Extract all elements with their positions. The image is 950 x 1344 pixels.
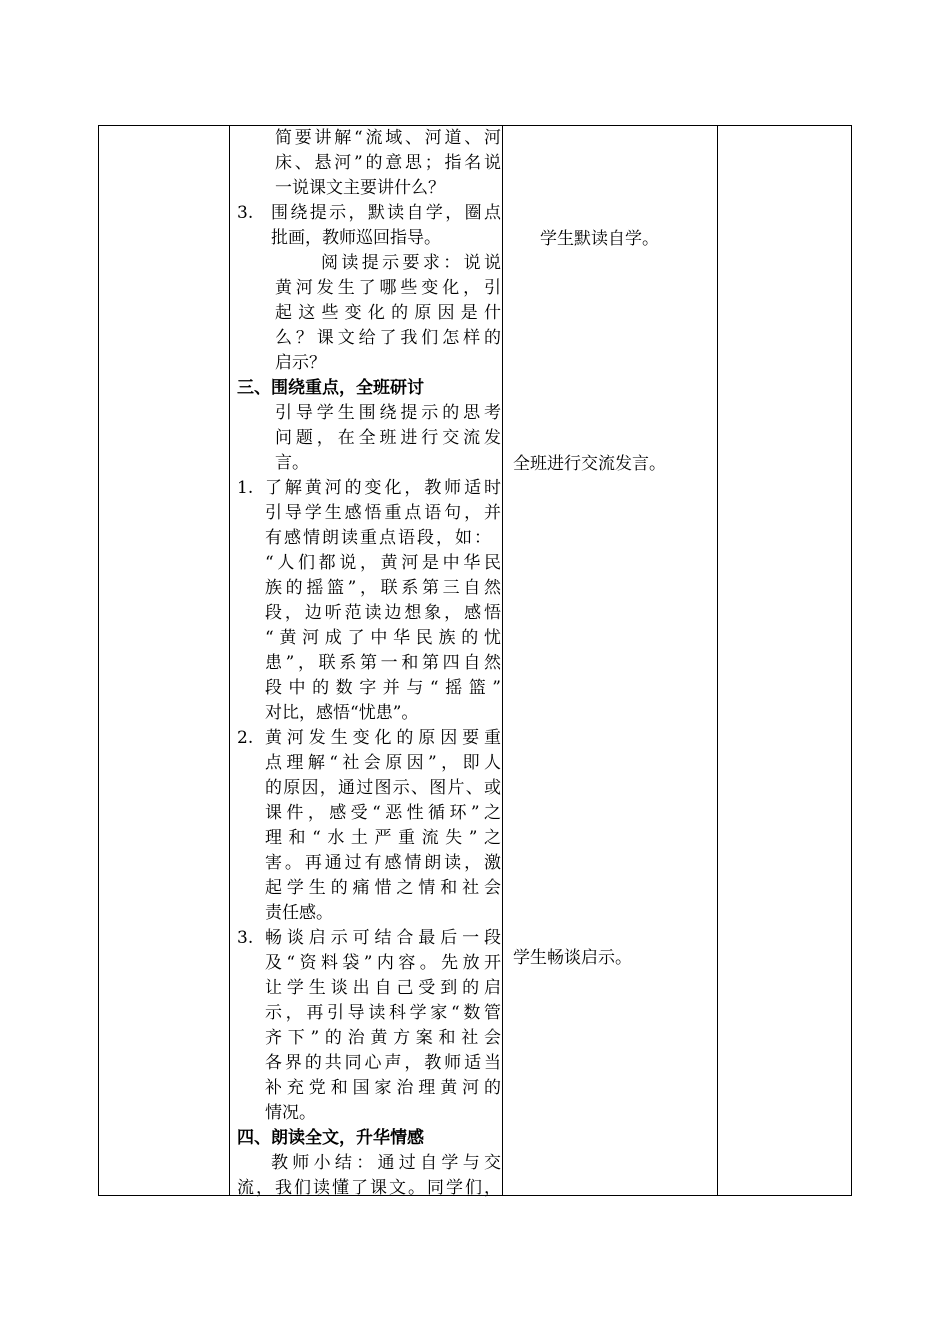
text-line: 段，边听范读边想象，感悟 — [265, 603, 501, 623]
text-line: 族的摇篮”，联系第三自然 — [265, 578, 501, 598]
text-line: 畅谈启示可结合最后一段 — [265, 928, 501, 948]
text-line: 么？课文给了我们怎样的 — [275, 328, 501, 348]
text-line: 补充党和国家治理黄河的 — [265, 1078, 501, 1098]
text-line: 起这些变化的原因是什 — [275, 303, 501, 323]
list-number: 2. — [237, 728, 254, 748]
text-line: 各界的共同心声，教师适当 — [265, 1053, 501, 1073]
text-line: 情况。 — [265, 1103, 316, 1123]
text-line: 害。再通过有感情朗读，激 — [265, 853, 501, 873]
text-line: 让学生谈出自己受到的启 — [265, 978, 501, 998]
text-line: 一说课文主要讲什么？ — [275, 178, 445, 198]
column-divider-1 — [229, 126, 230, 1195]
column-divider-3 — [717, 126, 718, 1195]
text-line: 问题，在全班进行交流发 — [275, 428, 501, 448]
text-line: 课件，感受“恶性循环”之 — [265, 803, 501, 823]
text-line: 示，再引导读科学家“数管 — [265, 1003, 501, 1023]
text-line: 黄河发生变化的原因要重 — [265, 728, 501, 748]
text-line: 黄河发生了哪些变化，引 — [275, 278, 501, 298]
text-line: 了解黄河的变化，教师适时 — [265, 478, 501, 498]
text-line: 责任感。 — [265, 903, 333, 923]
text-line: 对比，感悟“忧患”。 — [265, 703, 419, 723]
section-heading: 三、围绕重点，全班研讨 — [237, 378, 424, 398]
column-divider-2 — [502, 126, 503, 1195]
text-line: 点理解“社会原因”，即人 — [265, 753, 501, 773]
text-line: 教师小结：通过自学与交 — [271, 1153, 501, 1173]
text-line: “人们都说，黄河是中华民 — [265, 553, 501, 573]
text-line: 床、悬河”的意思；指名说 — [275, 153, 501, 173]
text-line: 言。 — [275, 453, 309, 473]
text-line: 患”，联系第一和第四自然 — [265, 653, 501, 673]
text-line: 引导学生感悟重点语句，并 — [265, 503, 501, 523]
text-line: 批画，教师巡回指导。 — [271, 228, 441, 248]
text-line: 起学生的痛惜之情和社会 — [265, 878, 501, 898]
text-line: 引导学生围绕提示的思考 — [275, 403, 501, 423]
text-line: 围绕提示，默读自学，圈点 — [271, 203, 501, 223]
text-line: 段中的数字并与“摇篮” — [265, 678, 501, 698]
text-line: 有感情朗读重点语段，如： — [265, 528, 491, 548]
text-line: “黄河成了中华民族的忧 — [265, 628, 501, 648]
section-heading: 四、朗读全文，升华情感 — [237, 1128, 424, 1148]
list-number: 1. — [237, 478, 254, 498]
list-number: 3. — [237, 203, 254, 223]
text-line: 及“资料袋”内容。先放开 — [265, 953, 501, 973]
text-line: 简要讲解“流域、河道、河 — [275, 128, 501, 148]
text-line: 启示？ — [275, 353, 326, 373]
text-line: 阅读提示要求：说说 — [321, 253, 501, 273]
student-activity: 学生畅谈启示。 — [513, 948, 632, 968]
text-line: 的原因，通过图示、图片、或 — [265, 778, 501, 798]
text-line: 齐下”的治黄方案和社会 — [265, 1028, 501, 1048]
text-line: 流，我们读懂了课文。同学们， — [237, 1178, 501, 1198]
lesson-plan-table — [98, 125, 852, 1196]
student-activity: 学生默读自学。 — [540, 229, 659, 249]
text-line: 理和“水土严重流失”之 — [265, 828, 501, 848]
student-activity: 全班进行交流发言。 — [513, 454, 666, 474]
list-number: 3. — [237, 928, 254, 948]
